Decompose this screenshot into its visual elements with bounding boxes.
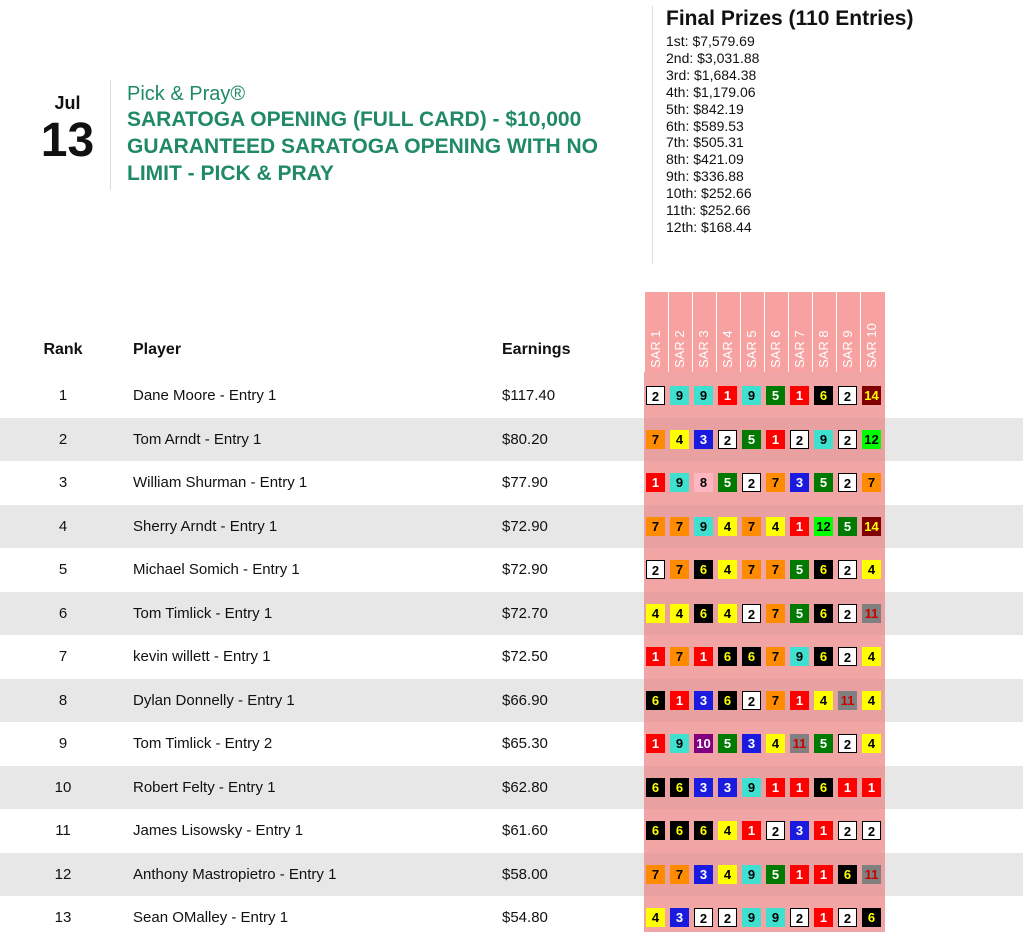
player-cell: Sean OMalley - Entry 1 (133, 909, 289, 926)
saddle-cloth-pick: 2 (838, 734, 857, 753)
contest-brand: Pick & Pray® (127, 83, 246, 105)
saddle-cloth-pick: 2 (838, 908, 857, 927)
player-cell: James Lisowsky - Entry 1 (133, 822, 304, 839)
saddle-cloth-pick: 1 (838, 778, 857, 797)
saddle-cloth-pick: 9 (790, 647, 809, 666)
saddle-cloth-pick: 5 (790, 604, 809, 623)
contest-heading (127, 82, 647, 187)
saddle-cloth-pick: 14 (862, 517, 881, 536)
saddle-cloth-pick: 2 (790, 430, 809, 449)
saddle-cloth-pick: 4 (862, 691, 881, 710)
player-cell: Tom Timlick - Entry 1 (133, 604, 273, 622)
saddle-cloth-pick: 3 (790, 821, 809, 840)
table-row[interactable] (0, 635, 1023, 679)
prize-row: 10th: $252.66 (666, 185, 752, 202)
earnings-cell: $61.60 (502, 822, 548, 839)
pick-row (646, 430, 886, 449)
table-row[interactable] (0, 461, 1023, 505)
saddle-cloth-pick: 4 (670, 430, 689, 449)
saddle-cloth-pick: 2 (838, 821, 857, 840)
saddle-cloth-pick: 1 (766, 778, 785, 797)
saddle-cloth-pick: 7 (766, 604, 785, 623)
saddle-cloth-pick: 6 (694, 821, 713, 840)
race-header-label[interactable]: SAR 3 (696, 330, 711, 368)
saddle-cloth-pick: 1 (766, 430, 785, 449)
saddle-cloth-pick: 2 (718, 908, 737, 927)
saddle-cloth-pick: 1 (814, 865, 833, 884)
saddle-cloth-pick: 7 (670, 560, 689, 579)
saddle-cloth-pick: 7 (766, 560, 785, 579)
saddle-cloth-pick: 11 (862, 865, 881, 884)
table-row[interactable] (0, 418, 1023, 462)
saddle-cloth-pick: 7 (742, 517, 761, 536)
rank-cell: 7 (58, 648, 68, 665)
prize-row: 7th: $505.31 (666, 134, 744, 151)
saddle-cloth-pick: 2 (742, 691, 761, 710)
pick-row (646, 560, 886, 579)
saddle-cloth-pick: 7 (766, 647, 785, 666)
saddle-cloth-pick: 7 (670, 517, 689, 536)
saddle-cloth-pick: 5 (814, 473, 833, 492)
table-row[interactable] (0, 853, 1023, 897)
saddle-cloth-pick: 6 (718, 647, 737, 666)
saddle-cloth-pick: 7 (646, 430, 665, 449)
player-header[interactable]: Player (133, 341, 182, 358)
saddle-cloth-pick: 2 (838, 647, 857, 666)
saddle-cloth-pick: 2 (790, 908, 809, 927)
pick-row (646, 517, 886, 536)
saddle-cloth-pick: 4 (646, 604, 665, 623)
player-cell: Dane Moore - Entry 1 (133, 387, 277, 404)
race-header-label[interactable]: SAR 9 (840, 330, 855, 368)
saddle-cloth-pick: 9 (742, 386, 761, 405)
saddle-cloth-pick: 6 (862, 908, 881, 927)
pick-row (646, 778, 886, 797)
saddle-cloth-pick: 5 (838, 517, 857, 536)
saddle-cloth-pick: 9 (670, 386, 689, 405)
prize-row: 8th: $421.09 (666, 151, 744, 168)
rank-cell: 6 (58, 604, 68, 622)
saddle-cloth-pick: 12 (862, 430, 881, 449)
rank-cell: 4 (58, 517, 68, 535)
table-row[interactable] (0, 896, 1023, 940)
saddle-cloth-pick: 1 (814, 908, 833, 927)
saddle-cloth-pick: 3 (694, 865, 713, 884)
pick-row (646, 386, 886, 405)
prize-row: 11th: $252.66 (666, 202, 751, 219)
earnings-cell: $62.80 (502, 778, 548, 796)
saddle-cloth-pick: 9 (814, 430, 833, 449)
saddle-cloth-pick: 5 (742, 430, 761, 449)
saddle-cloth-pick: 3 (718, 778, 737, 797)
rank-cell: 3 (58, 474, 68, 491)
table-row[interactable] (0, 505, 1023, 549)
saddle-cloth-pick: 6 (646, 821, 665, 840)
saddle-cloth-pick: 6 (646, 778, 665, 797)
pick-row (646, 821, 886, 840)
pick-row (646, 604, 886, 623)
saddle-cloth-pick: 6 (694, 604, 713, 623)
saddle-cloth-pick: 6 (670, 778, 689, 797)
saddle-cloth-pick: 4 (766, 517, 785, 536)
rank-cell: 13 (54, 909, 72, 926)
rank-cell: 12 (54, 865, 72, 883)
event-month: Jul (54, 93, 81, 113)
pick-row (646, 908, 886, 927)
saddle-cloth-pick: 7 (766, 473, 785, 492)
pick-row (646, 691, 886, 710)
saddle-cloth-pick: 1 (646, 647, 665, 666)
saddle-cloth-pick: 2 (646, 386, 665, 405)
pick-row (646, 647, 886, 666)
saddle-cloth-pick: 6 (814, 560, 833, 579)
saddle-cloth-pick: 8 (694, 473, 713, 492)
saddle-cloth-pick: 2 (694, 908, 713, 927)
earnings-cell: $72.90 (502, 561, 548, 578)
saddle-cloth-pick: 2 (838, 430, 857, 449)
race-header-label[interactable]: SAR 8 (816, 330, 831, 368)
saddle-cloth-pick: 5 (718, 473, 737, 492)
earnings-cell: $77.90 (502, 474, 548, 491)
saddle-cloth-pick: 7 (742, 560, 761, 579)
saddle-cloth-pick: 1 (694, 647, 713, 666)
table-row[interactable] (0, 592, 1023, 636)
saddle-cloth-pick: 9 (766, 908, 785, 927)
saddle-cloth-pick: 4 (766, 734, 785, 753)
race-header-label[interactable]: SAR 5 (744, 330, 759, 368)
earnings-cell: $117.40 (502, 387, 556, 404)
saddle-cloth-pick: 6 (646, 691, 665, 710)
date-divider (110, 80, 111, 190)
player-cell: Dylan Donnelly - Entry 1 (133, 691, 295, 709)
prize-row: 12th: $168.44 (666, 218, 752, 235)
saddle-cloth-pick: 7 (646, 517, 665, 536)
saddle-cloth-pick: 4 (862, 560, 881, 579)
saddle-cloth-pick: 2 (838, 473, 857, 492)
saddle-cloth-pick: 9 (670, 734, 689, 753)
race-header-label[interactable]: SAR 7 (792, 330, 807, 368)
saddle-cloth-pick: 1 (790, 865, 809, 884)
rank-cell: 11 (55, 822, 71, 839)
saddle-cloth-pick: 7 (862, 473, 881, 492)
saddle-cloth-pick: 2 (862, 821, 881, 840)
race-header-label[interactable]: SAR 1 (648, 330, 663, 368)
saddle-cloth-pick: 7 (670, 865, 689, 884)
saddle-cloth-pick: 5 (718, 734, 737, 753)
rank-cell: 8 (58, 691, 68, 709)
saddle-cloth-pick: 12 (814, 517, 833, 536)
prize-row: 2nd: $3,031.88 (666, 49, 760, 66)
saddle-cloth-pick: 3 (670, 908, 689, 927)
player-cell: Tom Timlick - Entry 2 (133, 735, 273, 752)
saddle-cloth-pick: 4 (718, 560, 737, 579)
rank-cell: 9 (58, 735, 68, 752)
saddle-cloth-pick: 7 (766, 691, 785, 710)
saddle-cloth-pick: 10 (694, 734, 713, 753)
player-cell: Sherry Arndt - Entry 1 (133, 517, 278, 535)
earnings-header[interactable]: Earnings (502, 341, 571, 358)
saddle-cloth-pick: 2 (742, 473, 761, 492)
saddle-cloth-pick: 5 (766, 386, 785, 405)
saddle-cloth-pick: 9 (742, 865, 761, 884)
saddle-cloth-pick: 9 (694, 517, 713, 536)
saddle-cloth-pick: 2 (838, 386, 857, 405)
saddle-cloth-pick: 2 (838, 604, 857, 623)
saddle-cloth-pick: 9 (670, 473, 689, 492)
saddle-cloth-pick: 1 (742, 821, 761, 840)
earnings-cell: $72.50 (502, 648, 548, 665)
saddle-cloth-pick: 1 (646, 734, 665, 753)
event-day: 13 (40, 114, 95, 167)
saddle-cloth-pick: 2 (646, 560, 665, 579)
final-prizes-title: Final Prizes (110 Entries) (666, 7, 914, 30)
saddle-cloth-pick: 4 (646, 908, 665, 927)
race-header-label[interactable]: SAR 4 (720, 330, 735, 368)
saddle-cloth-pick: 5 (766, 865, 785, 884)
saddle-cloth-pick: 1 (790, 386, 809, 405)
saddle-cloth-pick: 7 (670, 647, 689, 666)
saddle-cloth-pick: 6 (670, 821, 689, 840)
earnings-cell: $80.20 (502, 430, 548, 448)
saddle-cloth-pick: 9 (742, 778, 761, 797)
saddle-cloth-pick: 1 (814, 821, 833, 840)
saddle-cloth-pick: 4 (670, 604, 689, 623)
saddle-cloth-pick: 6 (838, 865, 857, 884)
saddle-cloth-pick: 6 (814, 647, 833, 666)
table-row[interactable] (0, 766, 1023, 810)
saddle-cloth-pick: 1 (790, 517, 809, 536)
saddle-cloth-pick: 3 (694, 691, 713, 710)
player-cell: Anthony Mastropietro - Entry 1 (133, 865, 337, 883)
saddle-cloth-pick: 2 (718, 430, 737, 449)
earnings-cell: $54.80 (502, 909, 548, 926)
player-cell: William Shurman - Entry 1 (133, 474, 308, 491)
rank-header[interactable]: Rank (43, 341, 83, 358)
saddle-cloth-pick: 4 (814, 691, 833, 710)
saddle-cloth-pick: 1 (790, 691, 809, 710)
saddle-cloth-pick: 11 (838, 691, 857, 710)
saddle-cloth-pick: 2 (742, 604, 761, 623)
saddle-cloth-pick: 6 (742, 647, 761, 666)
earnings-cell: $58.00 (502, 865, 548, 883)
saddle-cloth-pick: 6 (814, 386, 833, 405)
saddle-cloth-pick: 14 (862, 386, 881, 405)
prize-row: 6th: $589.53 (666, 117, 744, 134)
player-cell: Tom Arndt - Entry 1 (133, 430, 262, 448)
table-row[interactable] (0, 809, 1023, 853)
contest-title: SARATOGA OPENING (FULL CARD) - $10,000 GUARANTEED SARATOGA OPENING WITH NO LIMIT - PICK & PRAY (127, 108, 598, 185)
saddle-cloth-pick: 6 (694, 560, 713, 579)
saddle-cloth-pick: 3 (694, 430, 713, 449)
saddle-cloth-pick: 4 (718, 517, 737, 536)
player-cell: Michael Somich - Entry 1 (133, 561, 300, 578)
table-row[interactable] (0, 548, 1023, 592)
saddle-cloth-pick: 5 (790, 560, 809, 579)
prize-row: 4th: $1,179.06 (666, 83, 756, 100)
pick-row (646, 734, 886, 753)
prize-list (666, 33, 913, 236)
table-row[interactable] (0, 722, 1023, 766)
saddle-cloth-pick: 1 (646, 473, 665, 492)
earnings-cell: $66.90 (502, 691, 548, 709)
saddle-cloth-pick: 4 (862, 647, 881, 666)
rank-cell: 1 (58, 387, 68, 404)
table-row[interactable] (0, 679, 1023, 723)
race-header-label[interactable]: SAR 10 (864, 323, 879, 368)
saddle-cloth-pick: 6 (814, 778, 833, 797)
pick-row (646, 473, 886, 492)
saddle-cloth-pick: 5 (814, 734, 833, 753)
saddle-cloth-pick: 6 (718, 691, 737, 710)
saddle-cloth-pick: 6 (814, 604, 833, 623)
saddle-cloth-pick: 3 (694, 778, 713, 797)
rank-cell: 5 (58, 561, 68, 578)
table-row[interactable] (0, 374, 1023, 418)
saddle-cloth-pick: 9 (694, 386, 713, 405)
race-header-label[interactable]: SAR 2 (672, 330, 687, 368)
prize-row: 1st: $7,579.69 (666, 33, 755, 49)
earnings-cell: $65.30 (502, 735, 548, 752)
saddle-cloth-pick: 4 (718, 604, 737, 623)
player-cell: Robert Felty - Entry 1 (133, 778, 276, 796)
prize-row: 5th: $842.19 (666, 100, 744, 117)
final-prizes (666, 8, 913, 236)
saddle-cloth-pick: 3 (790, 473, 809, 492)
prize-row: 9th: $336.88 (666, 168, 744, 185)
saddle-cloth-pick: 1 (670, 691, 689, 710)
rank-cell: 2 (58, 430, 68, 448)
earnings-cell: $72.70 (502, 604, 548, 622)
saddle-cloth-pick: 2 (766, 821, 785, 840)
saddle-cloth-pick: 2 (838, 560, 857, 579)
saddle-cloth-pick: 1 (718, 386, 737, 405)
saddle-cloth-pick: 4 (862, 734, 881, 753)
player-cell: kevin willett - Entry 1 (133, 648, 271, 665)
saddle-cloth-pick: 4 (718, 821, 737, 840)
saddle-cloth-pick: 1 (790, 778, 809, 797)
saddle-cloth-pick: 1 (862, 778, 881, 797)
pick-row (646, 865, 886, 884)
event-date (30, 92, 105, 167)
saddle-cloth-pick: 11 (790, 734, 809, 753)
prize-row: 3rd: $1,684.38 (666, 66, 757, 83)
earnings-cell: $72.90 (502, 517, 548, 535)
saddle-cloth-pick: 3 (742, 734, 761, 753)
race-header-label[interactable]: SAR 6 (768, 330, 783, 368)
saddle-cloth-pick: 7 (646, 865, 665, 884)
saddle-cloth-pick: 4 (718, 865, 737, 884)
prizes-divider (652, 6, 653, 264)
saddle-cloth-pick: 11 (862, 604, 881, 623)
saddle-cloth-pick: 9 (742, 908, 761, 927)
rank-cell: 10 (54, 778, 72, 796)
